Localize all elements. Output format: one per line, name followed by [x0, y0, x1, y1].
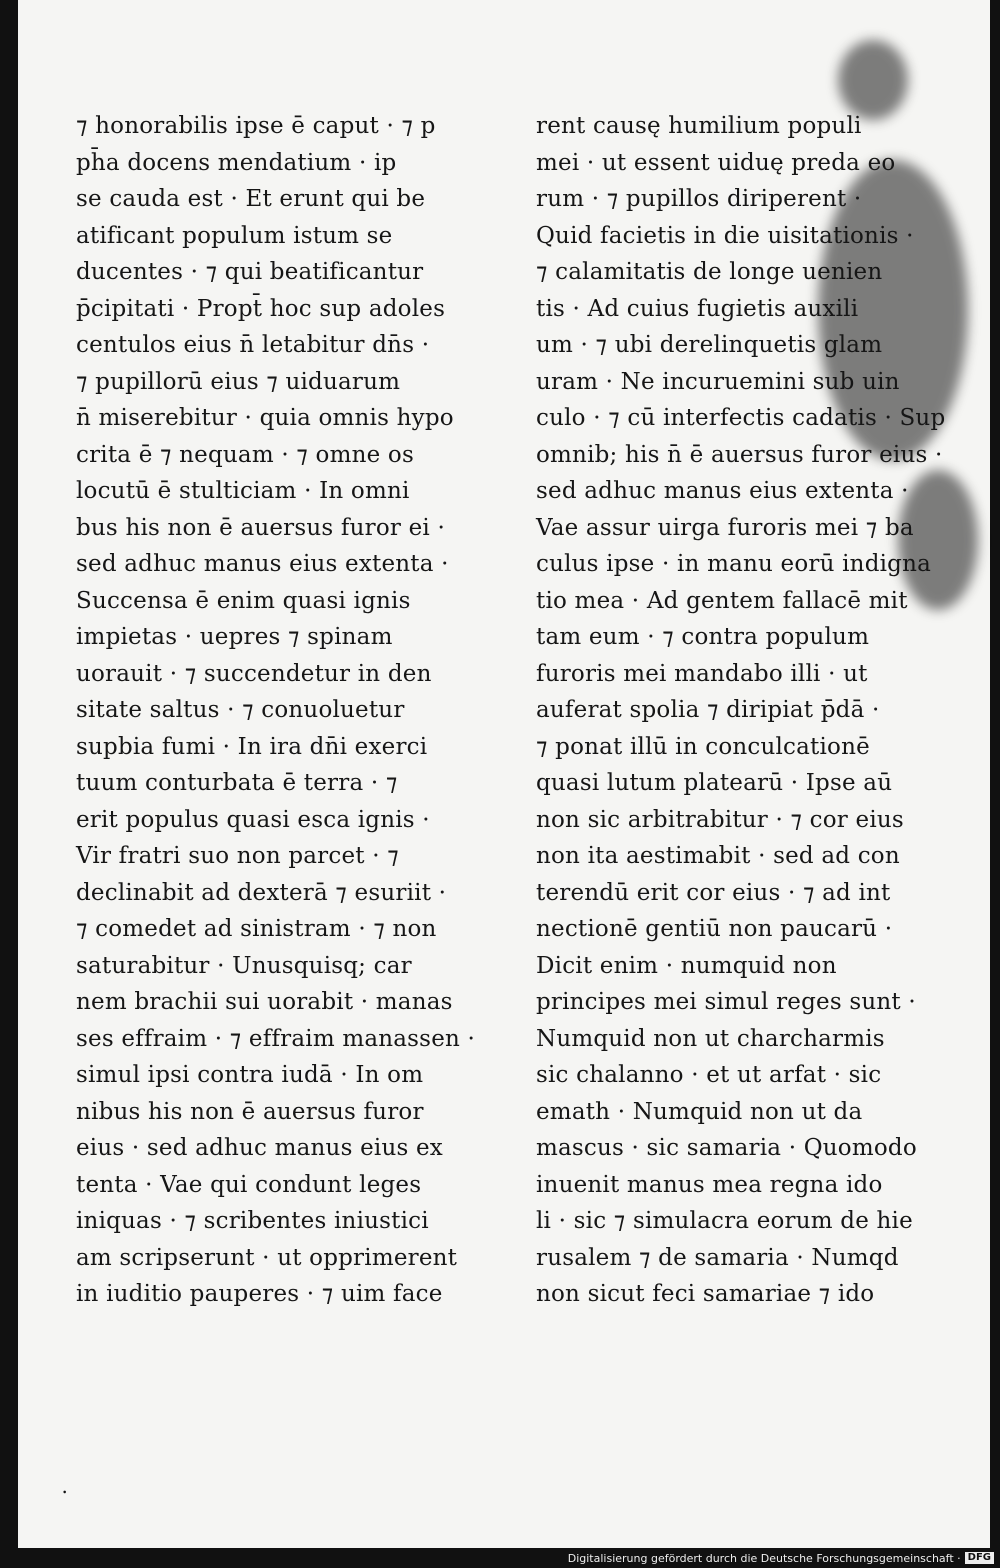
manuscript-line: ducentes · ⁊ qui beatificantur: [76, 259, 424, 285]
manuscript-line: ph̄a docens mendatium · ip: [76, 149, 397, 176]
manuscript-line: atificant populum istum se: [76, 222, 393, 249]
manuscript-line: uram · Ne incuruemini sub uin: [536, 368, 900, 395]
manuscript-line: crita ē ⁊ nequam · ⁊ omne os: [76, 441, 414, 468]
manuscript-line: emath · Numquid non ut da: [536, 1098, 863, 1125]
manuscript-line: nem brachii sui uorabit · manas: [76, 989, 453, 1015]
manuscript-line: iniquas · ⁊ scribentes iniustici: [76, 1208, 429, 1234]
manuscript-line: um · ⁊ ubi derelinquetis glam: [536, 332, 883, 358]
manuscript-line: ⁊ honorabilis ipse ē caput · ⁊ p: [76, 113, 436, 139]
manuscript-line: mei · ut essent uiduę preda eo: [536, 149, 896, 176]
manuscript-line: li · sic ⁊ simulacra eorum de hie: [536, 1208, 913, 1234]
manuscript-line: se cauda est · Et erunt qui be: [76, 186, 426, 212]
manuscript-line: non sic arbitrabitur · ⁊ cor eius: [536, 806, 904, 833]
manuscript-line: tis · Ad cuius fugietis auxili: [536, 295, 859, 322]
manuscript-line: sitate saltus · ⁊ conuoluetur: [76, 697, 405, 723]
manuscript-line: non sicut feci samariae ⁊ ido: [536, 1281, 875, 1307]
manuscript-line: am scripserunt · ut opprimerent: [76, 1244, 458, 1271]
manuscript-line: declinabit ad dexterā ⁊ esuriit ·: [76, 879, 447, 906]
manuscript-line: sic chalanno · et ut arfat · sic: [536, 1062, 882, 1088]
manuscript-line: uorauit · ⁊ succendetur in den: [76, 660, 432, 687]
manuscript-line: tam eum · ⁊ contra populum: [536, 624, 870, 650]
manuscript-page: [18, 0, 990, 1548]
manuscript-line: centulos eius n̄ letabitur dn̄s ·: [76, 332, 430, 358]
manuscript-line: bus his non ē auersus furor ei ·: [76, 514, 445, 541]
manuscript-line: ⁊ comedet ad sinistram · ⁊ non: [76, 916, 437, 942]
footer-bar: [0, 1548, 1000, 1568]
manuscript-line: ⁊ calamitatis de longe uenien: [536, 259, 883, 285]
manuscript-line: quasi lutum platearū · Ipse aū: [536, 770, 893, 796]
manuscript-line: rent causę humilium populi: [536, 113, 862, 139]
footer-credit: Digitalisierung gefördert durch die Deutsche Forschungsgemeinschaft ·: [567, 1551, 961, 1565]
manuscript-line: non ita aestimabit · sed ad con: [536, 843, 900, 869]
manuscript-line: principes mei simul reges sunt ·: [536, 989, 916, 1015]
right-text-column: [536, 108, 976, 1313]
manuscript-line: ⁊ ponat illū in conculcationē: [536, 733, 870, 760]
manuscript-line: rusalem ⁊ de samaria · Numqd: [536, 1244, 899, 1271]
manuscript-line: nectionē gentiū non paucarū ·: [536, 916, 893, 942]
manuscript-line: impietas · uepres ⁊ spinam: [76, 624, 393, 650]
manuscript-line: erit populus quasi esca ignis ·: [76, 806, 430, 833]
manuscript-line: Vir fratri suo non parcet · ⁊: [76, 843, 399, 869]
manuscript-line: mascus · sic samaria · Quomodo: [536, 1135, 917, 1161]
margin-mark: ⸱: [62, 1480, 68, 1504]
manuscript-line: Quid facietis in die uisitationis ·: [536, 222, 914, 249]
manuscript-line: culo · ⁊ cū interfectis cadatis · Sup: [536, 405, 946, 431]
manuscript-line: auferat spolia ⁊ diripiat p̄dā ·: [536, 697, 880, 723]
manuscript-line: culus ipse · in manu eorū indigna: [536, 551, 932, 577]
manuscript-line: ⁊ pupillorū eius ⁊ uiduarum: [76, 368, 401, 395]
manuscript-line: sed adhuc manus eius extenta ·: [536, 478, 909, 504]
manuscript-line: p̄cipitati · Propt̄ hoc sup adoles: [76, 295, 446, 322]
manuscript-line: locutū ē stulticiam · In omni: [76, 478, 410, 504]
manuscript-line: Numquid non ut charcharmis: [536, 1025, 885, 1052]
manuscript-line: tuum conturbata ē terra · ⁊: [76, 770, 398, 796]
manuscript-line: n̄ miserebitur · quia omnis hypo: [76, 405, 454, 431]
left-text-column: [76, 108, 516, 1313]
manuscript-line: ses effraim · ⁊ effraim manassen ·: [76, 1025, 476, 1052]
manuscript-line: simul ipsi contra iudā · In om: [76, 1062, 424, 1088]
manuscript-line: inuenit manus mea regna ido: [536, 1171, 883, 1198]
manuscript-line: sed adhuc manus eius extenta ·: [76, 551, 449, 577]
manuscript-line: nibus his non ē auersus furor: [76, 1098, 424, 1125]
manuscript-line: Succensa ē enim quasi ignis: [76, 587, 411, 614]
manuscript-line: in iuditio pauperes · ⁊ uim face: [76, 1281, 443, 1307]
manuscript-line: Vae assur uirga furoris mei ⁊ ba: [536, 514, 914, 541]
manuscript-line: omnib; his n̄ ē auersus furor eius ·: [536, 441, 943, 468]
dfg-logo: DFG: [965, 1552, 994, 1564]
manuscript-line: supbia fumi · In ira dn̄i exerci: [76, 733, 428, 760]
manuscript-line: tenta · Vae qui condunt leges: [76, 1171, 422, 1198]
manuscript-line: eius · sed adhuc manus eius ex: [76, 1135, 443, 1161]
manuscript-line: tio mea · Ad gentem fallacē mit: [536, 587, 908, 614]
manuscript-line: rum · ⁊ pupillos diriperent ·: [536, 186, 862, 212]
manuscript-line: Dicit enim · numquid non: [536, 952, 837, 979]
manuscript-line: terendū erit cor eius · ⁊ ad int: [536, 879, 891, 906]
manuscript-line: saturabitur · Unusquisq; car: [76, 952, 412, 979]
manuscript-line: furoris mei mandabo illi · ut: [536, 660, 868, 687]
